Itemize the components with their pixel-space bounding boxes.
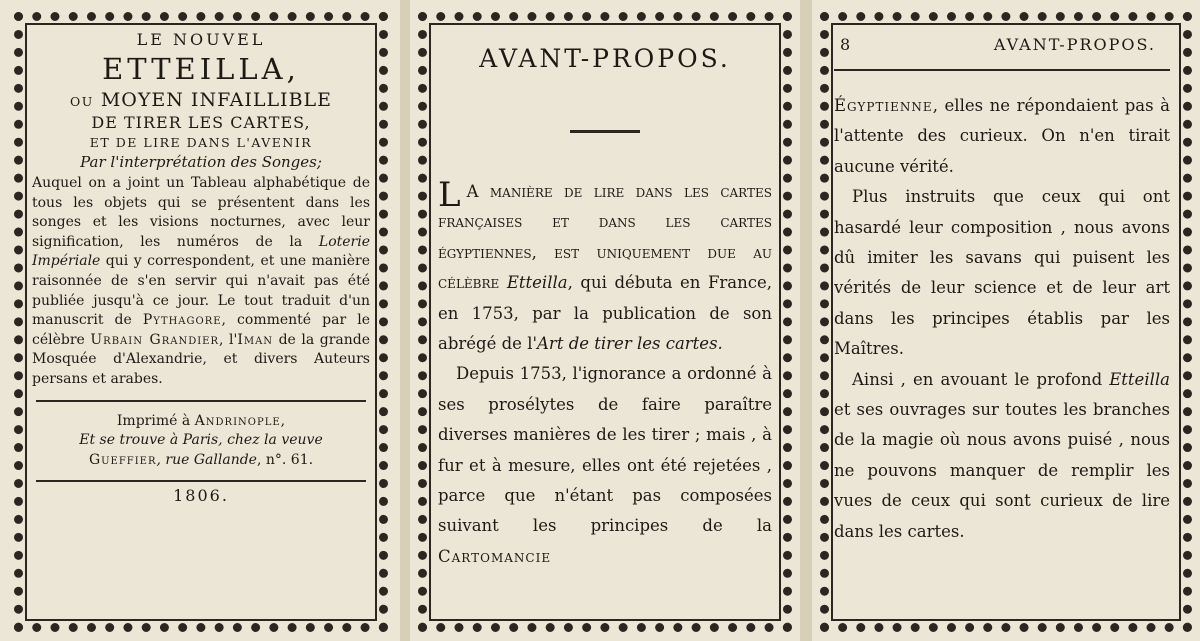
title-description: [30, 174, 372, 390]
paragraph-2: Plus instruits que ceux qui ont hasardé leur composition , nous avons dû imiter les savans qui puisent les vérités de leur science et de leur art dans les principes établis par les Maîtres.: [834, 187, 1170, 359]
p3-text-a: Ainsi , en avouant le profond: [852, 369, 1110, 389]
p2-cartomancie: Cartomancie: [438, 546, 552, 566]
title-page-content: [30, 30, 372, 505]
gutter-right: [800, 0, 812, 641]
page-8: [812, 0, 1200, 641]
p1-etteilla: Etteilla: [506, 273, 568, 293]
imprint-line-1: [30, 412, 372, 432]
imprint-rue: , rue Gallande: [156, 451, 257, 468]
desc-pythagore: Pythagore: [142, 312, 222, 329]
publication-year: 1806.: [173, 486, 229, 506]
paragraph-2: [438, 359, 772, 572]
p3-text-b: et ses ouvrages sur toutes les branches de la magie où nous avons puisé , nous ne pouvons manquer de remplir les vues de ceux qui sont curieux de lire dans les cartes.: [834, 400, 1170, 541]
title-page: [0, 0, 400, 641]
p1-egyptienne: Égyptienne: [834, 96, 933, 115]
desc-part-c: , commenté par le célèbre: [32, 312, 370, 348]
header-rule: [834, 69, 1170, 71]
drop-cap: L: [438, 175, 461, 215]
page-8-content: [834, 35, 1170, 547]
paragraph-3: [834, 365, 1170, 547]
title-rule: [36, 400, 366, 402]
desc-iman: Iman: [237, 331, 274, 348]
page-number: 8: [840, 35, 853, 54]
gutter-left: [400, 0, 410, 641]
title-word-moyen: MOYEN INFAILLIBLE: [100, 89, 333, 111]
imprint-rule: [36, 480, 366, 482]
title-rule: [570, 130, 640, 133]
title-line-moyen: [30, 88, 372, 112]
imprint-line-2: Et se trouve à Paris, chez la veuve: [79, 432, 323, 449]
desc-urbain-grandier: Urbain Grandier: [90, 331, 219, 348]
paragraph-1: [834, 91, 1170, 182]
title-line-etteilla: ETTEILLA,: [102, 52, 300, 86]
p1-art: Art de tirer les cartes.: [537, 334, 723, 354]
running-header: [834, 35, 1170, 55]
title-line-le-nouvel: LE NOUVEL: [136, 30, 266, 49]
chapter-title: AVANT-PROPOS.: [479, 44, 731, 73]
desc-part-e: de la grande Mosquée d'Alexandrie, et divers Auteurs persans et arabes.: [32, 331, 371, 387]
imprint-gueffier: Gueffier: [88, 451, 157, 468]
desc-part-d: , l': [219, 331, 238, 348]
paragraph-1: [438, 177, 772, 359]
desc-loterie: Loterie Impériale: [32, 233, 370, 270]
desc-part-a: Auquel on a joint un Tableau alphabétique de tous les objets qui se présentent dans les songes et les visions nocturnes, avec leur signification, les numéros de la: [32, 175, 370, 250]
p3-etteilla: Etteilla: [1109, 369, 1170, 389]
title-line-avenir: ET DE LIRE DANS L'AVENIR: [89, 135, 313, 150]
title-line-songes: Par l'interprétation des Songes;: [80, 153, 322, 171]
imprint-comma: ,: [280, 412, 286, 429]
imprint-andrinople: Andrinople: [194, 412, 281, 429]
running-head-title: AVANT-PROPOS.: [993, 35, 1156, 54]
p1-text: , elles ne répondaient pas à l'attente des curieux. On n'en tirait aucune vérité.: [834, 96, 1170, 176]
desc-part-b: qui y correspondent, et une manière raisonnée de s'en servir qui n'avait pas été publiée jusqu'à ce jour. Le tout traduit d'un manuscrit de: [32, 253, 370, 329]
p2-text-a: Depuis 1753, l'ignorance a ordonné à ses prosélytes de faire paraître diverses manières de les tirer ; mais , à fur et à mesure, elles ont été rejetées , parce que n'étant pas composées suivant les principes de la: [438, 364, 772, 536]
title-word-ou: OU: [69, 94, 94, 109]
imprint-number: , n°. 61.: [256, 451, 314, 468]
p1-text-a: A manière de lire dans les cartes françaises et dans les cartes égyptiennes, est uniquement due au célèbre: [438, 182, 772, 293]
avant-propos-page: [410, 0, 800, 641]
avant-propos-content: [438, 44, 772, 572]
imprint-line-3: [30, 451, 372, 471]
imprint-a: Imprimé à: [116, 412, 195, 429]
title-line-tirer: DE TIRER LES CARTES,: [91, 113, 311, 132]
p1-text-b: , qui débuta en France, en 1753, par la publication de son abrégé de l': [438, 273, 773, 354]
